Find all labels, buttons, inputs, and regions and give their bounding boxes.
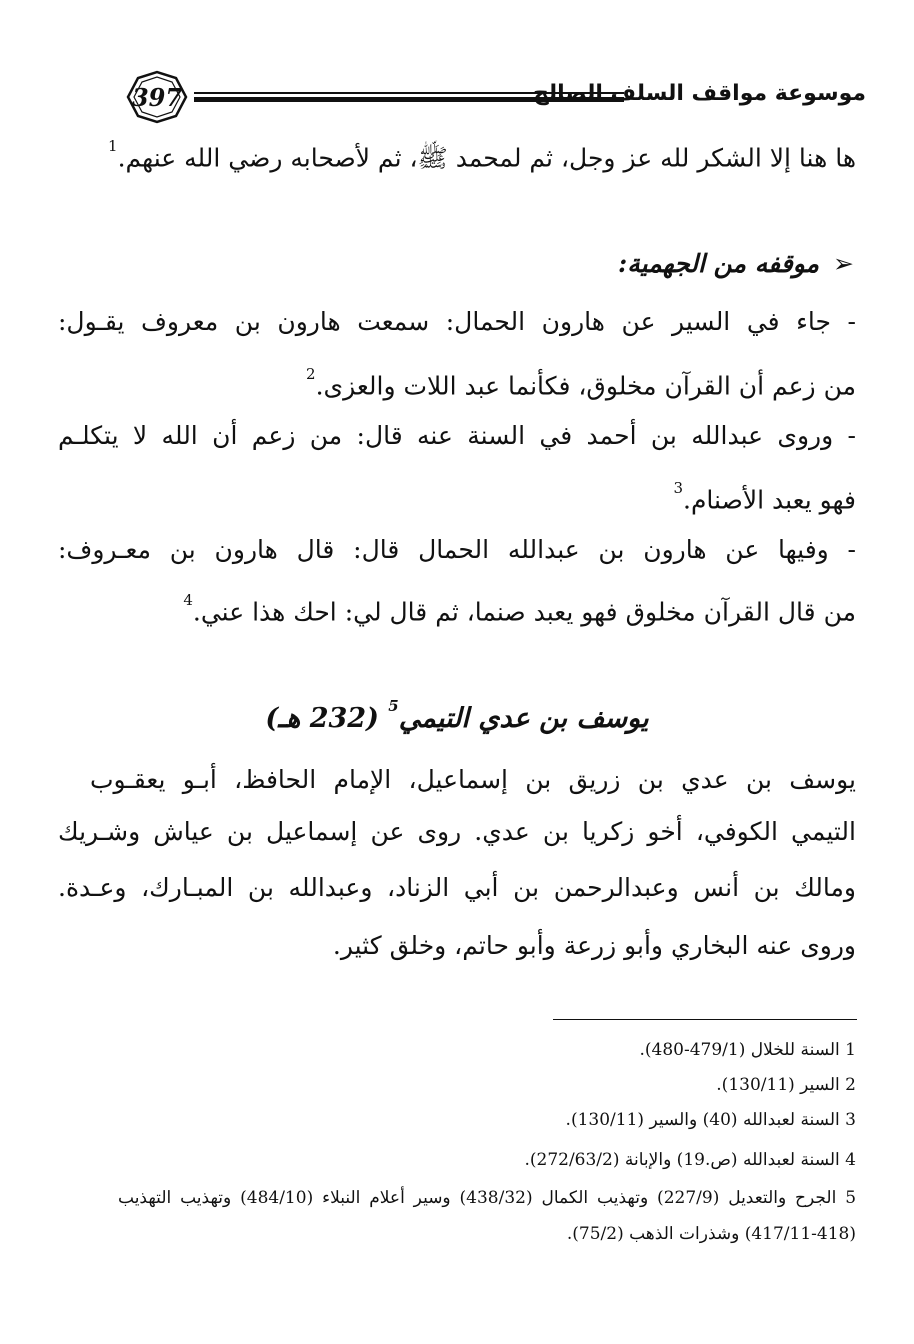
footnote-ref: 3 <box>673 479 683 497</box>
footnote-5-line-2: (417/11-418) وشذرات الذهب (75/2). <box>566 1224 856 1244</box>
footnote-rule <box>553 1019 857 1020</box>
paragraph-1-line-1: - جاء في السير عن هارون الحمال: سمعت هارون بن معروف يقـول: <box>58 307 856 336</box>
series-title: موسوعة مواقف السلف الصالح <box>533 81 866 106</box>
paragraph-2-text: فهو يعبد الأصنام. <box>683 485 856 515</box>
footnote-ref: 1 <box>108 137 118 155</box>
paragraph-2-line-2 <box>673 474 856 520</box>
biography-heading <box>0 690 914 741</box>
intro-line <box>108 132 856 178</box>
paragraph-1-line-2 <box>306 360 856 406</box>
section-heading <box>618 244 854 284</box>
paragraph-1-text: من زعم أن القرآن مخلوق، فكأنما عبد اللات والعزى. <box>315 371 856 401</box>
biography-line-4: وروى عنه البخاري وأبو زرعة وأبو حاتم، وخلق كثير. <box>332 931 856 960</box>
paragraph-3-line-1: - وفيها عن هارون بن عبدالله الحمال قال: قال هارون بن معـروف: <box>58 535 856 564</box>
biography-line-3: ومالك بن أنس وعبدالرحمن بن أبي الزناد، وعبدالله بن المبـارك، وعـدة. <box>58 873 856 902</box>
intro-text: ها هنا إلا الشكر لله عز وجل، ثم لمحمد ﷺ، ثم لأصحابه رضي الله عنهم. <box>117 143 856 173</box>
biography-line-2: التيمي الكوفي، أخو زكريا بن عدي. روى عن إسماعيل بن عياش وشـريك <box>58 817 856 846</box>
page-number-badge <box>118 70 196 124</box>
biography-year: (232 هـ) <box>265 703 379 734</box>
biography-line-1: يوسف بن عدي بن زريق بن إسماعيل، الإمام الحافظ، أبـو يعقـوب <box>90 765 856 794</box>
footnote-1: 1 السنة للخلال (479/1-480). <box>639 1040 856 1060</box>
footnote-ref: 5 <box>388 697 399 715</box>
biography-name: يوسف بن عدي التيمي <box>398 703 649 734</box>
page-header <box>118 66 866 128</box>
footnote-ref: 2 <box>306 365 316 383</box>
paragraph-3-text: من قال القرآن مخلوق فهو يعبد صنما، ثم قال لي: احك هذا عني. <box>192 597 856 627</box>
paragraph-3-line-2 <box>183 586 856 632</box>
arrow-left-icon: ➢ <box>833 249 854 278</box>
section-heading-text: موقفه من الجهمية: <box>618 249 820 278</box>
footnote-4: 4 السنة لعبدالله (ص.19) والإبانة (272/63/2). <box>524 1150 856 1170</box>
paragraph-2-line-1: - وروى عبدالله بن أحمد في السنة عنه قال: من زعم أن الله لا يتكلـم <box>58 421 856 450</box>
footnote-3: 3 السنة لعبدالله (40) والسير (130/11). <box>565 1110 856 1130</box>
footnote-2: 2 السير (130/11). <box>716 1075 856 1095</box>
footnote-ref: 4 <box>183 591 193 609</box>
page-number: 397 <box>131 83 183 112</box>
footnote-5-line-1: 5 الجرح والتعديل (227/9) وتهذيب الكمال (438/32) وسير أعلام النبلاء (484/10) وتهذيب التهذيب <box>118 1188 857 1208</box>
